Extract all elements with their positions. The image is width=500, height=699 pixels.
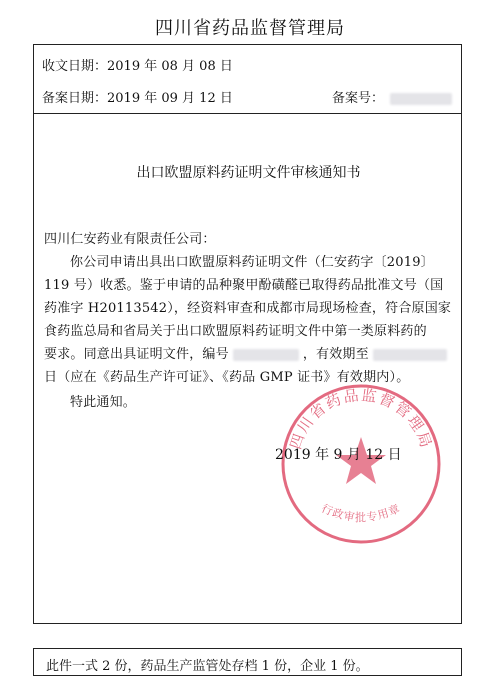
filing-date-label: 备案日期： — [42, 91, 108, 106]
body-line-5a: 要求。同意出具证明文件，编号 — [44, 347, 229, 362]
filing-number-label: 备案号： — [332, 91, 385, 106]
seal-subtext: 行政审批专用章 — [319, 501, 403, 524]
valid-until-redacted — [373, 349, 447, 361]
filing-number-redacted — [390, 93, 452, 105]
seal-text: 四川省药品监督管理局 — [286, 385, 436, 452]
body-line-6: 日（应在《药品生产许可证》、《药品 GMP 证书》有效期内）。 — [44, 370, 410, 385]
notice-box — [33, 114, 462, 624]
page-title: 四川省药品监督管理局 — [155, 18, 345, 39]
body-line-5 — [44, 343, 447, 362]
receipt-date-label: 收文日期： — [42, 59, 108, 74]
receipt-date-value: 2019 年 08 月 08 日 — [107, 59, 233, 74]
official-seal — [279, 382, 444, 547]
footer-note: 此件一式 2 份，药品生产监管处存档 1 份，企业 1 份。 — [46, 659, 369, 674]
meta-box — [33, 44, 462, 114]
body-line-7: 特此通知。 — [70, 395, 137, 410]
footer-box — [33, 648, 462, 676]
receipt-date-row — [42, 55, 233, 74]
filing-date-value: 2019 年 09 月 12 日 — [107, 91, 233, 106]
body-line-5b: ，有效期至 — [302, 347, 369, 362]
addressee: 四川仁安药业有限责任公司： — [44, 232, 216, 247]
filing-date-row — [42, 87, 233, 106]
body-line-4: 食药监总局和省局关于出口欧盟原料药证明文件中第一类原料药的 — [44, 324, 427, 339]
body-line-3: 药准字 H20113542），经资料审查和成都市局现场检查，符合原国家 — [44, 301, 452, 316]
body-line-2: 119 号）收悉。鉴于申请的品种聚甲酚磺醛已取得药品批准文号（国 — [44, 278, 444, 293]
body-line-1: 你公司申请出具出口欧盟原料药证明文件（仁安药字〔2019〕 — [70, 255, 434, 270]
certificate-number-redacted — [233, 349, 299, 361]
notice-date: 2019 年 9 月 12 日 — [275, 447, 402, 463]
notice-title: 出口欧盟原料药证明文件审核通知书 — [136, 165, 361, 181]
filing-number-row — [332, 87, 452, 106]
